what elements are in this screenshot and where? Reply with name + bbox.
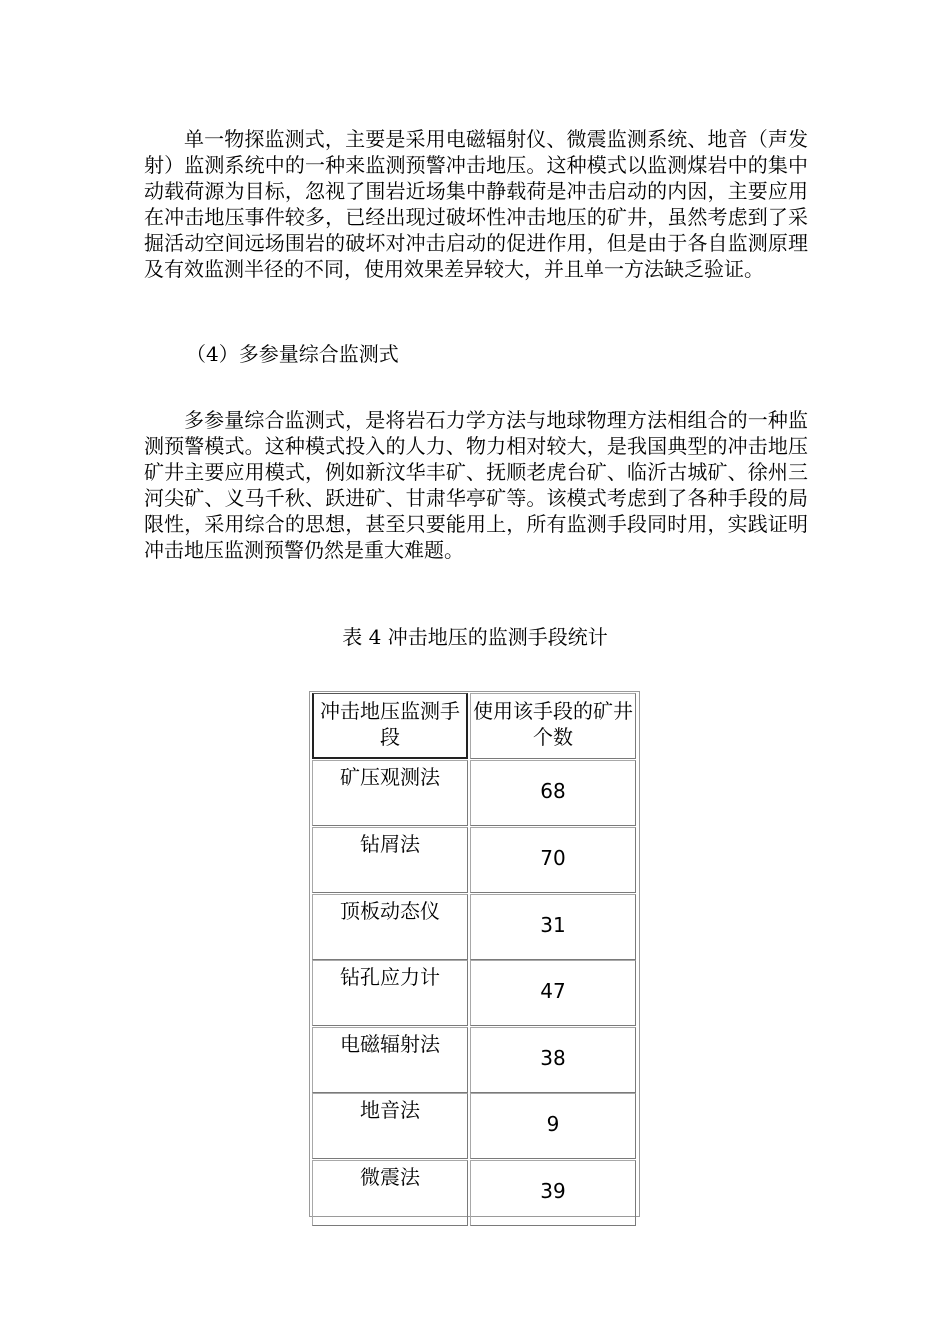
method-cell: 电磁辐射法 [312,1027,468,1093]
table-row [312,1160,638,1226]
paragraph-multi-parameter-monitoring: 多参量综合监测式，是将岩石力学方法与地球物理方法相组合的一种监测预警模式。这种模式投入的人力、物力相对较大，是我国典型的冲击地压矿井主要应用模式，例如新汶华丰矿、抚顺老虎台矿、临沂古城矿、徐州三河尖矿、义马千秋、跃进矿、甘肃华亭矿等。该模式考虑到了各种手段的局限性，采用综合的思想，甚至只要能用上，所有监测手段同时用，实践证明冲击地压监测预警仍然是重大难题。 [144,408,808,562]
count-cell: 68 [470,760,636,826]
paragraph-single-geophysical-monitoring: 单一物探监测式，主要是采用电磁辐射仪、微震监测系统、地音（声发射）监测系统中的一种来监测预警冲击地压。这种模式以监测煤岩中的集中动载荷源为目标，忽视了围岩近场集中静载荷是冲击启动的内因，主要应用在冲击地压事件较多，已经出现过破坏性冲击地压的矿井，虽然考虑到了采掘活动空间远场围岩的破坏对冲击启动的促进作用，但是由于各自监测原理及有效监测半径的不同，使用效果差异较大，并且单一方法缺乏验证。 [144,127,808,281]
count-cell: 9 [470,1093,636,1159]
method-cell: 顶板动态仪 [312,894,468,960]
method-cell: 钻孔应力计 [312,960,468,1026]
header-method-cell: 冲击地压监测手段 [312,693,468,759]
table-header-row [312,693,638,759]
method-cell: 微震法 [312,1160,468,1226]
table-row [312,894,638,960]
method-cell: 钻屑法 [312,827,468,893]
table-caption: 表 4 冲击地压的监测手段统计 [342,625,608,649]
table-row [312,827,638,893]
count-cell: 47 [470,960,636,1026]
section-heading-multi-parameter: （4）多参量综合监测式 [186,342,399,366]
table-row [312,760,638,826]
count-cell: 31 [470,894,636,960]
count-cell: 38 [470,1027,636,1093]
count-cell: 70 [470,827,636,893]
table-row [312,1027,638,1093]
table-row [312,960,638,1026]
monitoring-methods-table [309,691,640,1217]
count-cell: 39 [470,1160,636,1226]
header-count-cell: 使用该手段的矿井个数 [470,693,636,759]
table-row [312,1093,638,1159]
method-cell: 地音法 [312,1093,468,1159]
method-cell: 矿压观测法 [312,760,468,826]
